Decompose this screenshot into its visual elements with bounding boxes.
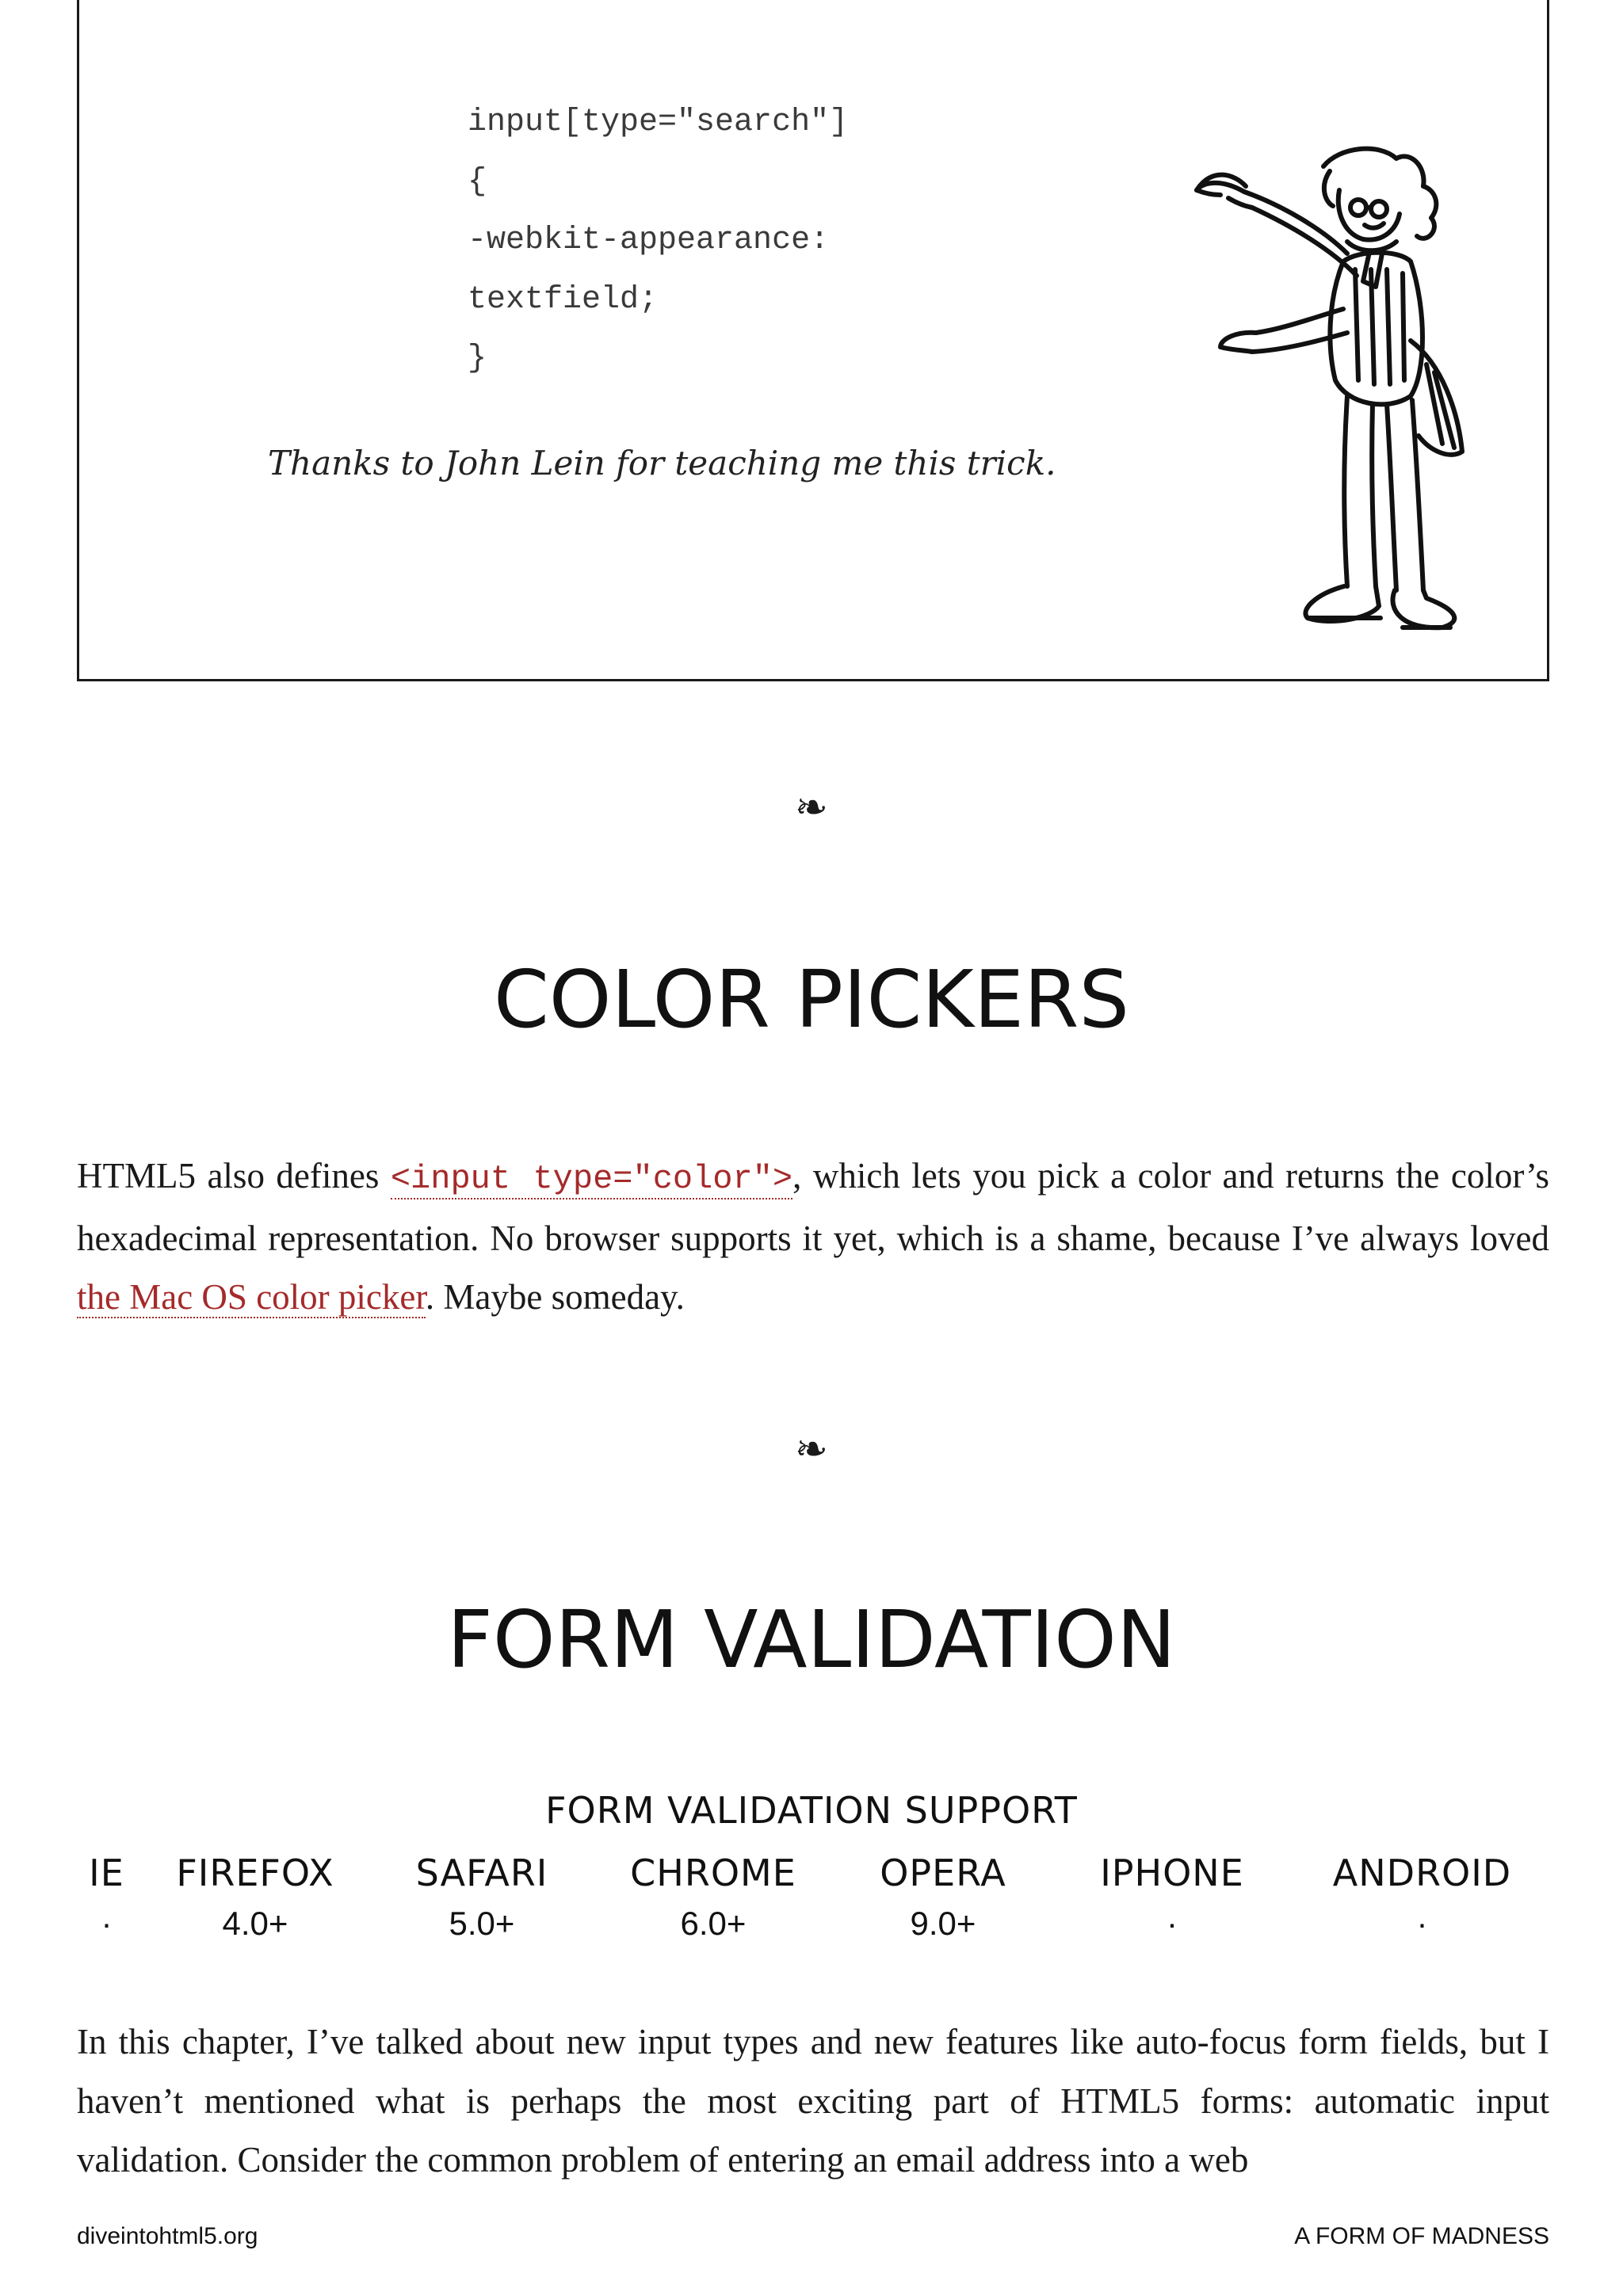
form-validation-paragraph: In this chapter, I’ve talked about new input types and new features like auto-focus form fields, but I haven’t mentioned what is perhaps the most exciting part of HTML5 forms: automatic input validation. Consider the common problem of entering an email address into a web: [77, 2022, 1549, 2180]
mac-os-color-picker-link[interactable]: the Mac OS color picker: [77, 1277, 426, 1317]
heading-form-validation: FORM VALIDATION: [447, 1593, 1176, 1686]
code-line: }: [468, 341, 487, 376]
code-line: textfield;: [468, 281, 659, 318]
browser-name: OPERA: [880, 1852, 1006, 1894]
browser-name: CHROME: [630, 1852, 796, 1894]
support-table-caption: FORM VALIDATION SUPPORT: [545, 1789, 1078, 1832]
section-divider-fleuron-icon: ❧: [795, 1426, 828, 1472]
support-value: 4.0+: [222, 1905, 288, 1942]
browser-header-row: [77, 1848, 1549, 1898]
footer-site-name: diveintohtml5.org: [77, 2223, 258, 2249]
color-pickers-paragraph: [77, 1146, 1549, 1327]
support-value: 9.0+: [910, 1905, 976, 1942]
paragraph-text: . Maybe someday.: [425, 1277, 685, 1317]
browser-support-row: [77, 1898, 1549, 1949]
heading-color-pickers: COLOR PICKERS: [493, 953, 1129, 1046]
browser-name: FIREFOX: [176, 1852, 334, 1894]
input-type-color-link[interactable]: <input type="color">: [390, 1160, 793, 1198]
code-line: {: [468, 163, 487, 200]
css-code-block: [468, 93, 848, 389]
browser-name: IPHONE: [1100, 1852, 1244, 1894]
aside-note: Thanks to John Lein for teaching me this trick.: [268, 444, 1056, 482]
paragraph-text: HTML5 also defines: [77, 1156, 391, 1196]
support-value: ·: [101, 1905, 113, 1942]
browser-name: SAFARI: [415, 1852, 548, 1894]
section-divider-fleuron-icon: ❧: [795, 784, 828, 830]
browser-name: IE: [89, 1852, 124, 1894]
paragraph-text: , which lets you pick a color and returns the color’s hexadecimal representation. No browser supports it yet, which is a shame, because I’ve always loved: [77, 1156, 1549, 1258]
browser-support-table: [77, 1848, 1549, 1949]
support-value: 6.0+: [680, 1905, 747, 1942]
support-value: ·: [1167, 1905, 1178, 1942]
browser-name: ANDROID: [1332, 1852, 1512, 1894]
support-value: ·: [1416, 1905, 1428, 1942]
professor-pointing-illustration: [1189, 143, 1529, 680]
code-line: -webkit-appearance:: [468, 223, 830, 258]
footer-chapter-title: A FORM OF MADNESS: [1294, 2223, 1549, 2249]
code-line: input[type="search"]: [468, 105, 849, 140]
support-value: 5.0+: [449, 1905, 515, 1942]
